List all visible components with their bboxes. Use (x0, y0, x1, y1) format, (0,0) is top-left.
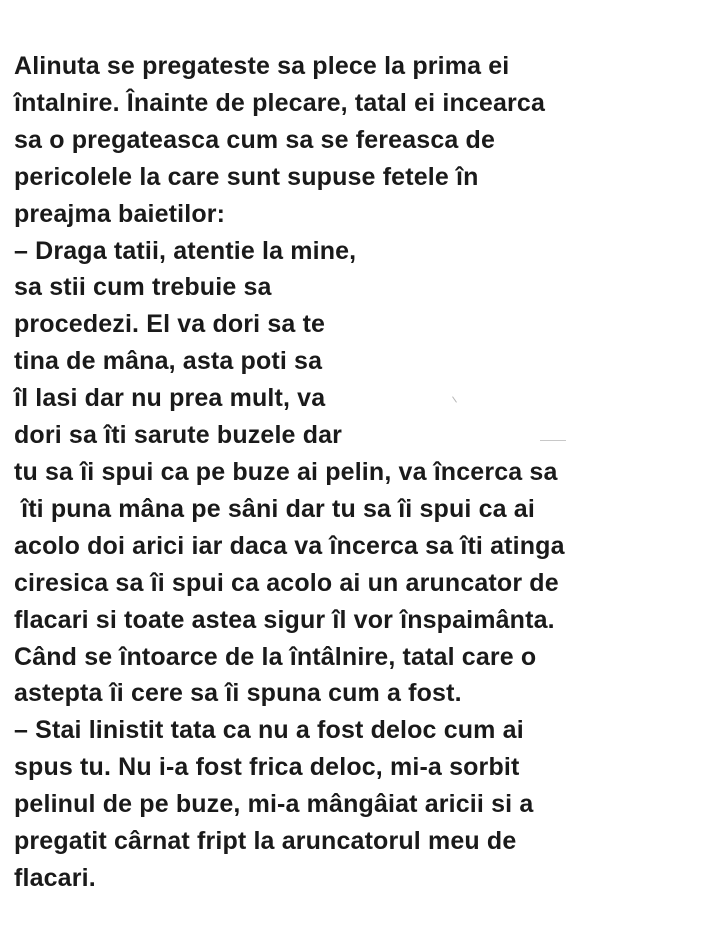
text-line-12: tu sa îi spui ca pe buze ai pelin, va încerca sa (14, 457, 558, 486)
text-line-20: spus tu. Nu i-a fost frica deloc, mi-a sorbit (14, 753, 520, 782)
text-line-2: întalnire. Înainte de plecare, tatal ei incearca (14, 88, 546, 117)
text-line-1: Alinuta se pregateste sa plece la prima ei (14, 52, 510, 80)
text-line-8: procedezi. El va dori sa te (14, 310, 326, 339)
text-line-11: dori sa îti sarute buzele dar (14, 421, 343, 450)
text-line-9: tina de mâna, asta poti sa (14, 347, 323, 376)
story-text (14, 48, 714, 897)
text-line-21: pelinul de pe buze, mi-a mângâiat aricii si a (14, 790, 534, 819)
text-line-7: sa stii cum trebuie sa (14, 273, 272, 302)
text-line-17: Când se întoarce de la întâlnire, tatal care o (14, 642, 537, 671)
text-line-16: flacari si toate astea sigur îl vor înspaimânta. (14, 605, 555, 634)
text-line-3: sa o pregateasca cum sa se fereasca de (14, 125, 495, 154)
text-line-19: – Stai linistit tata ca nu a fost deloc cum ai (14, 716, 524, 745)
stray-dash (540, 440, 566, 441)
text-line-18: astepta îi cere sa îi spuna cum a fost. (14, 679, 462, 708)
text-line-23: flacari. (14, 863, 96, 892)
text-line-22: pregatit cârnat fript la aruncatorul meu de (14, 827, 517, 856)
text-line-4: pericolele la care sunt supuse fetele în (14, 162, 479, 191)
text-line-13: îti puna mâna pe sâni dar tu sa îi spui ca ai (14, 494, 535, 523)
text-line-10: îl lasi dar nu prea mult, va (14, 384, 326, 413)
text-line-5: preajma baietilor: (14, 199, 226, 228)
text-line-14: acolo doi arici iar daca va încerca sa îti atinga (14, 531, 565, 560)
text-line-15: ciresica sa îi spui ca acolo ai un aruncator de (14, 568, 559, 597)
text-line-6: – Draga tatii, atentie la mine, (14, 236, 357, 265)
